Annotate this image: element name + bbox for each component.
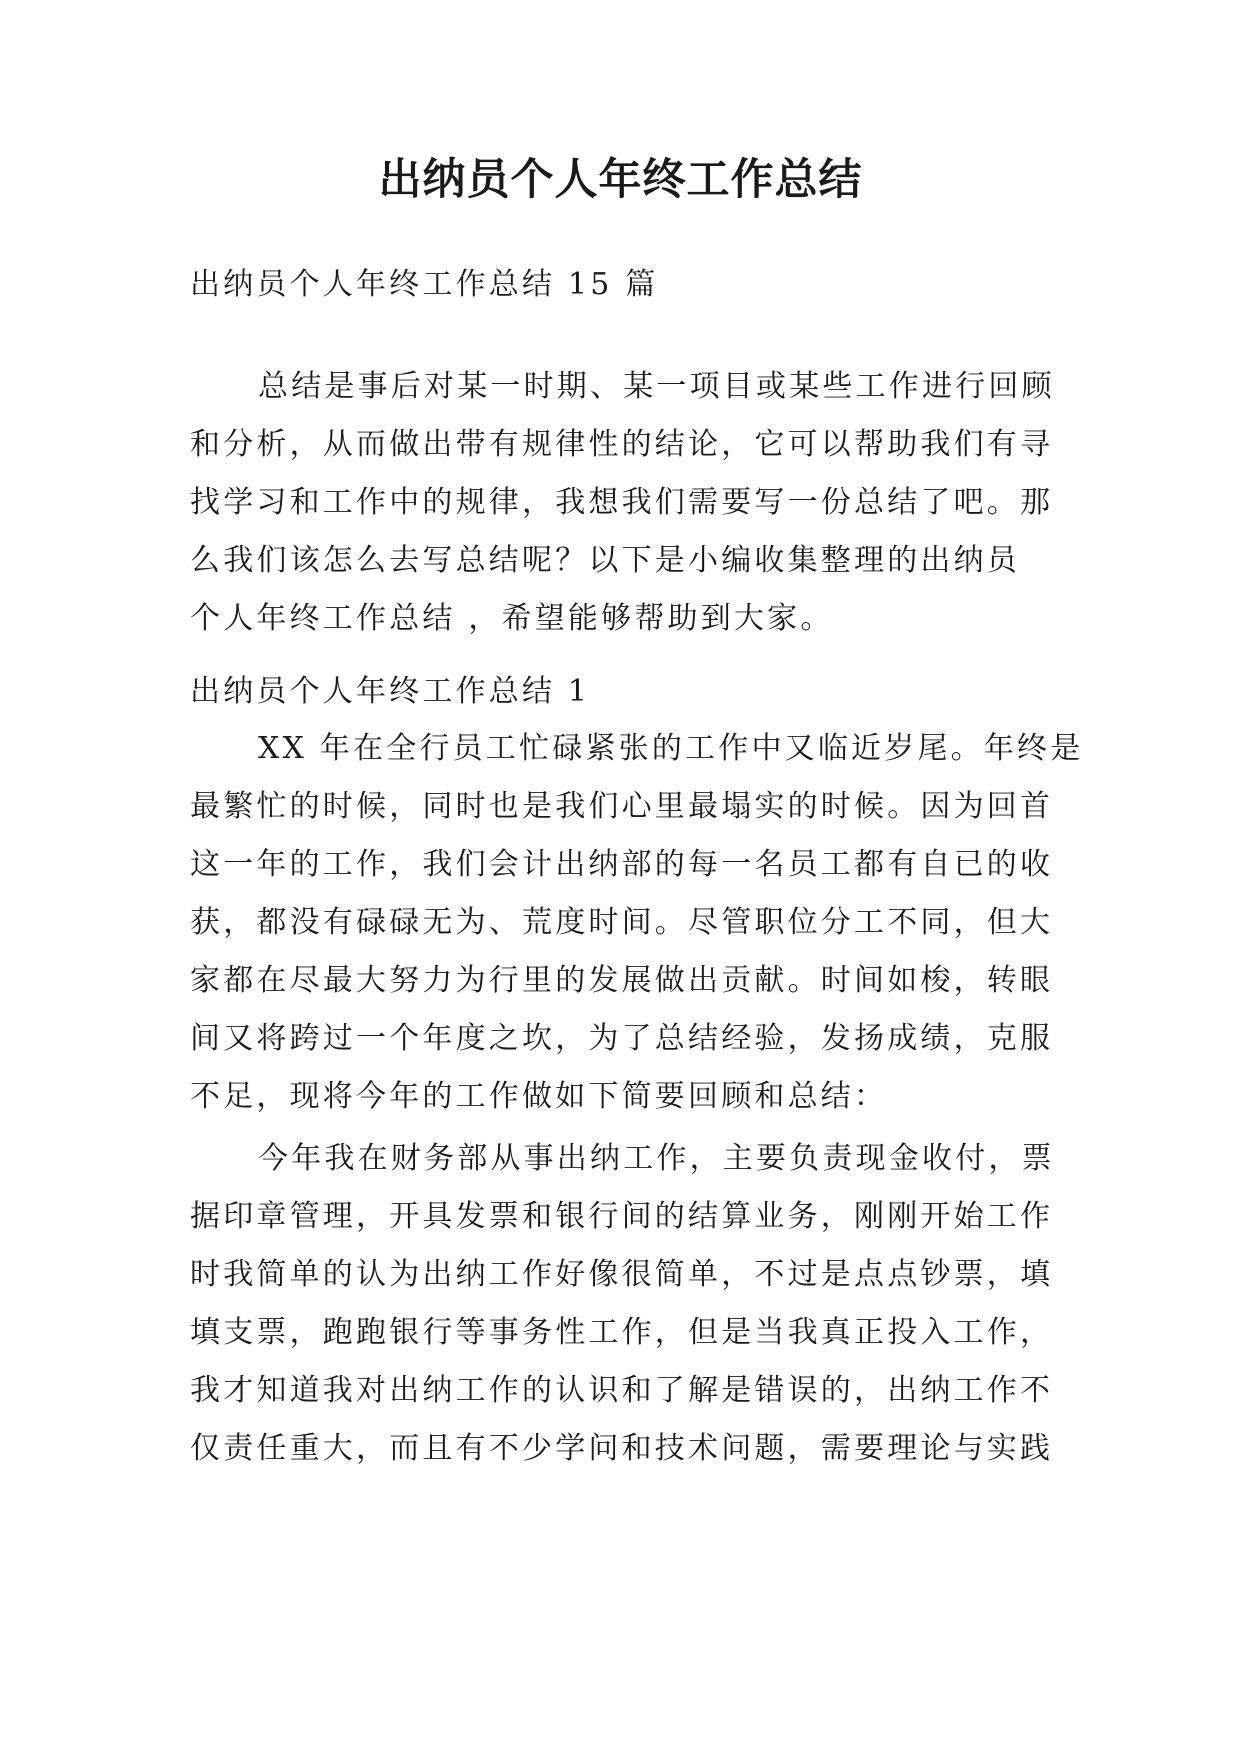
body-paragraph-1 [190,720,1084,1126]
body-paragraph-2 [190,1130,1055,1478]
section-heading: 出纳员个人年终工作总结 1 [190,674,591,709]
paragraph-line: 间又将跨过一个年度之坎，为了总结经验，发扬成绩，克服 [190,1021,1054,1056]
paragraph-line: 么我们该怎么去写总结呢？以下是小编收集整理的出纳员 [190,543,1020,578]
paragraph-line: 填支票，跑跑银行等事务性工作，但是当我真正投入工作， [190,1315,1054,1350]
paragraph-line: 今年我在财务部从事出纳工作，主要负责现金收付，票 [258,1141,1055,1176]
paragraph-line: 不足，现将今年的工作做如下简要回顾和总结： [190,1079,888,1114]
paragraph-line: 我才知道我对出纳工作的认识和了解是错误的，出纳工作不 [190,1373,1054,1408]
paragraph-line: 总结是事后对某一时期、某一项目或某些工作进行回顾 [258,369,1055,404]
paragraph-line: 个人年终工作总结 ，希望能够帮助到大家。 [190,601,834,636]
paragraph-line: 和分析，从而做出带有规律性的结论，它可以帮助我们有寻 [190,427,1054,462]
paragraph-line: XX 年在全行员工忙碌紧张的工作中又临近岁尾。年终是 [258,731,1084,766]
document-title: 出纳员个人年终工作总结 [378,155,863,205]
paragraph-line: 家都在尽最大努力为行里的发展做出贡献。时间如梭，转眼 [190,963,1054,998]
paragraph-line: 最繁忙的时候，同时也是我们心里最塌实的时候。因为回首 [190,789,1054,824]
paragraph-line: 据印章管理，开具发票和银行间的结算业务，刚刚开始工作 [190,1199,1054,1234]
paragraph-line: 时我简单的认为出纳工作好像很简单，不过是点点钞票，填 [190,1257,1054,1292]
paragraph-line: 这一年的工作，我们会计出纳部的每一名员工都有自已的收 [190,847,1054,882]
intro-paragraph [190,358,1055,648]
paragraph-line: 仅责任重大，而且有不少学问和技术问题，需要理论与实践 [190,1431,1054,1466]
paragraph-line: 获，都没有碌碌无为、荒度时间。尽管职位分工不同，但大 [190,905,1054,940]
document-subtitle: 出纳员个人年终工作总结 15 篇 [190,267,659,302]
paragraph-line: 找学习和工作中的规律，我想我们需要写一份总结了吧。那 [190,485,1054,520]
